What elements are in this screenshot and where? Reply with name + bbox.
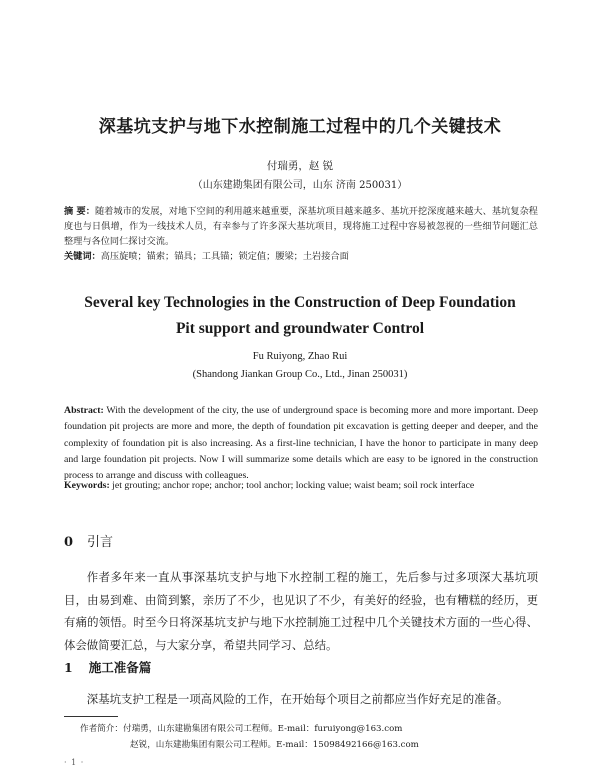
section-heading-introduction xyxy=(64,531,113,550)
authors-chinese: 付瑞勇，赵 锐 xyxy=(266,160,334,172)
footnote-line: 作者简介：付瑞勇，山东建勘集团有限公司工程师。E-mail：furuiyong@163.com xyxy=(80,724,403,734)
footnote-divider xyxy=(64,716,118,717)
keywords-chinese-label: 关键词： xyxy=(64,251,101,262)
affiliation-english: (Shandong Jiankan Group Co., Ltd., Jinan 250031) xyxy=(192,369,408,380)
affiliation-chinese: （山东建勘集团有限公司，山东 济南 250031） xyxy=(192,180,408,191)
section-number: 0 xyxy=(64,535,74,550)
section-number: 1 xyxy=(64,660,73,675)
page-number: · 1 · xyxy=(64,758,85,767)
keywords-english xyxy=(64,479,538,493)
authors-english: Fu Ruiyong, Zhao Rui xyxy=(252,351,348,362)
abstract-english xyxy=(64,403,538,484)
section-title: 引言 xyxy=(87,535,114,550)
keywords-english-text: jet grouting; anchor rope; anchor; tool anchor; locking value; waist beam; soil rock interface xyxy=(112,480,475,491)
title-english-line2: Pit support and groundwater Control xyxy=(175,320,425,337)
abstract-english-label: Abstract: xyxy=(64,405,104,416)
abstract-english-text: With the development of the city, the use of underground space is becoming more and more important. Deep foundation pit projects are more and more, the depth of foundation pit excavation is getting deeper and deeper, and the complexity of foundation pit is also increasing. As a first-line technician, I have the honor to participate in many deep and large foundation pit projects. Now I will summarize some details which are easy to be ignored in the construction process to arrange and discuss with colleagues. xyxy=(64,405,538,482)
abstract-chinese-label: 摘 要： xyxy=(64,206,95,217)
author-footnote xyxy=(80,721,550,753)
abstract-chinese-text: 随着城市的发展，对地下空间的利用越来越重要，深基坑项目越来越多、基坑开挖深度越来越大、基坑复杂程度也与日俱增，作为一线技术人员，有幸参与了许多深大基坑项目，现将施工过程中容易被忽视的一些细节问题汇总整理与各位同仁探讨交流。 xyxy=(64,206,538,247)
introduction-paragraph: 作者多年来一直从事深基坑支护与地下水控制工程的施工，先后参与过多项深大基坑项目，由易到难、由简到繁，亲历了不少，也见识了不少，有美好的经验，也有糟糕的经历，更有痛的领悟。时至今日将深基坑支护与地下水控制施工过程中几个关键技术方面的一些心得、体会做简要汇总，与大家分享，希望共同学习、总结。 xyxy=(64,570,538,652)
preparation-paragraph: 深基坑支护工程是一项高风险的工作，在开始每个项目之前都应当作好充足的准备。 xyxy=(86,692,509,706)
section-heading-preparation xyxy=(64,658,151,676)
keywords-english-label: Keywords: xyxy=(64,480,110,491)
title-english-line1: Several key Technologies in the Construction of Deep Foundation xyxy=(84,294,516,311)
footnote-line: 赵锐，山东建勘集团有限公司工程师。E-mail：15098492166@163.com xyxy=(130,740,419,750)
keywords-chinese xyxy=(64,250,538,264)
section-title: 施工准备篇 xyxy=(88,660,152,675)
title-chinese: 深基坑支护与地下水控制施工过程中的几个关键技术 xyxy=(98,117,502,137)
title-english xyxy=(40,290,560,342)
keywords-chinese-text: 高压旋喷；锚索；锚具；工具锚；锁定值；腰梁；土岩接合面 xyxy=(100,251,349,262)
abstract-chinese xyxy=(64,204,538,249)
